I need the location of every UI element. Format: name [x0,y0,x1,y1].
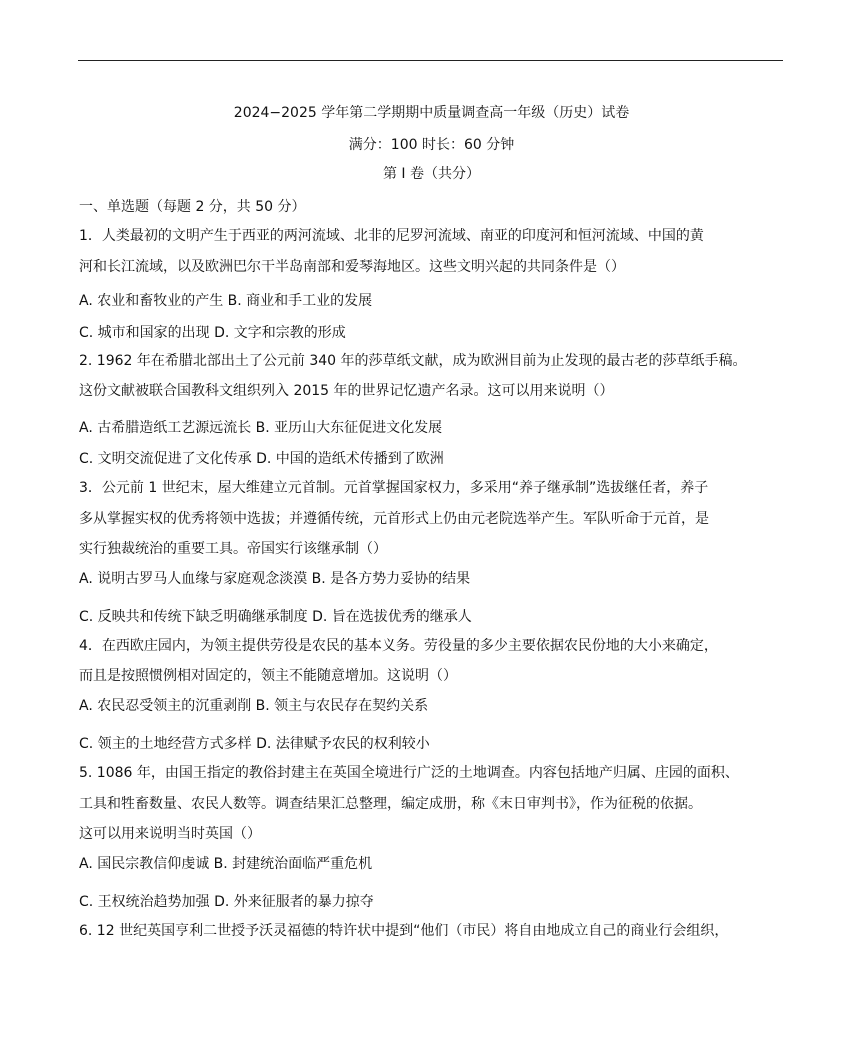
question-2-options-ab: A. 古希腊造纸工艺源远流长 B. 亚历山大东征促进文化发展 [79,420,443,436]
question-5-stem-line-1: 5. 1086 年，由国王指定的教俗封建主在英国全境进行广泛的土地调查。内容包括地产归属、庄园的面积、 [79,765,739,781]
question-1-stem-line-1: 1．人类最初的文明产生于西亚的两河流域、北非的尼罗河流域、南亚的印度河和恒河流域、中国的黄 [79,228,704,244]
question-6-stem-line-1: 6. 12 世纪英国亨利二世授予沃灵福德的特许状中提到“他们（市民）将自由地成立自己的商业行会组织， [79,923,729,939]
question-3-options-cd: C. 反映共和传统下缺乏明确继承制度 D. 旨在选拔优秀的继承人 [79,609,472,625]
question-5-options-ab: A. 国民宗教信仰虔诚 B. 封建统治面临严重危机 [79,856,373,872]
question-2-stem-line-1: 2. 1962 年在希腊北部出土了公元前 340 年的莎草纸文献，成为欧洲目前为止发现的最古老的莎草纸手稿。 [79,353,747,369]
question-5-options-cd: C. 王权统治趋势加强 D. 外来征服者的暴力掠夺 [79,894,374,910]
question-1-options-cd: C. 城市和国家的出现 D. 文字和宗教的形成 [79,325,346,341]
question-4-options-ab: A. 农民忍受领主的沉重剥削 B. 领主与农民存在契约关系 [79,698,429,714]
question-4-options-cd: C. 领主的土地经营方式多样 D. 法律赋予农民的权利较小 [79,736,430,752]
question-3-stem-line-1: 3．公元前 1 世纪末，屋大维建立元首制。元首掌握国家权力，多采用“养子继承制”选拔继任者，养子 [79,480,709,496]
question-1-stem-line-2: 河和长江流域，以及欧洲巴尔干半岛南部和爱琴海地区。这些文明兴起的共同条件是（） [79,259,625,275]
question-3-stem-line-3: 实行独裁统治的重要工具。帝国实行该继承制（） [79,541,387,557]
question-4-stem-line-2: 而且是按照惯例相对固定的，领主不能随意增加。这说明（） [79,668,457,684]
exam-title: 2024−2025 学年第二学期期中质量调查高一年级（历史）试卷 [233,105,630,121]
section-heading: 一、单选题（每题 2 分，共 50 分） [79,199,306,215]
question-5-stem-line-3: 这可以用来说明当时英国（） [79,826,261,842]
question-3-options-ab: A. 说明古罗马人血缘与家庭观念淡漠 B. 是各方势力妥协的结果 [79,571,471,587]
question-5-stem-line-2: 工具和牲畜数量、农民人数等。调查结果汇总整理，编定成册，称《末日审判书》，作为征税的依据。 [79,796,702,812]
question-4-stem-line-1: 4．在西欧庄园内，为领主提供劳役是农民的基本义务。劳役量的多少主要依据农民份地的大小来确定， [79,638,718,654]
volume-label: 第 I 卷（共分） [382,166,481,182]
top-rule [78,60,783,61]
question-2-stem-line-2: 这份文献被联合国教科文组织列入 2015 年的世界记忆遗产名录。这可以用来说明（） [79,383,614,399]
exam-meta: 满分：100 时长：60 分钟 [348,137,515,153]
question-2-options-cd: C. 文明交流促进了文化传承 D. 中国的造纸术传播到了欧洲 [79,451,444,467]
question-3-stem-line-2: 多从掌握实权的优秀将领中选拔；并遵循传统，元首形式上仍由元老院选举产生。军队听命于元首，是 [79,511,709,527]
question-1-options-ab: A. 农业和畜牧业的产生 B. 商业和手工业的发展 [79,293,373,309]
